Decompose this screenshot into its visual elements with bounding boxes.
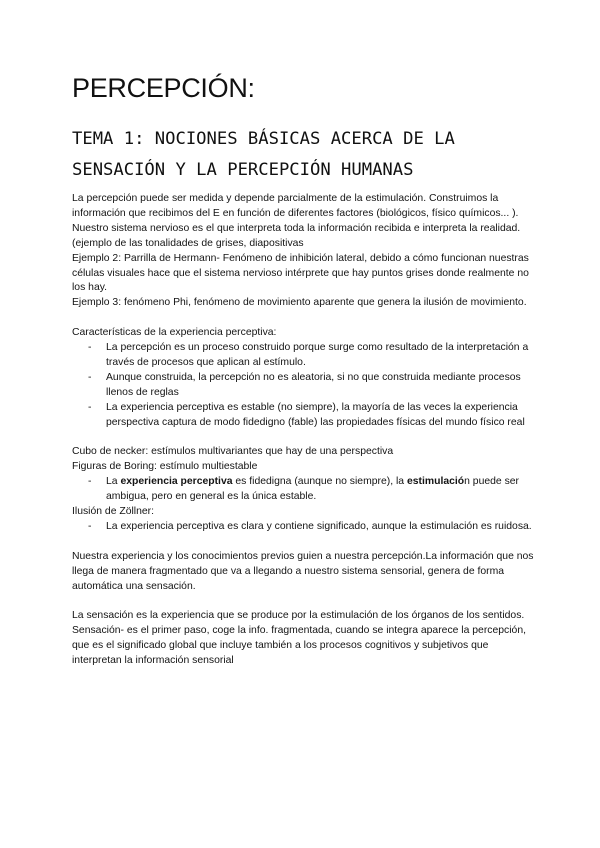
- bold-term-estimulacion: estimulació: [406, 476, 465, 488]
- list-item: [72, 371, 534, 401]
- bullet-dash: -: [88, 371, 92, 383]
- list-item-text: La experiencia perceptiva es clara y contiene significado, aunque la estimulación es ruidosa.: [106, 520, 532, 532]
- page-title: PERCEPCIÓN:: [72, 73, 255, 103]
- list-item: [72, 341, 534, 371]
- example-2-paragraph: Ejemplo 2: Parrilla de Hermann- Fenómeno de inhibición lateral, debido a cómo funcionan nuestras células visuales hace que el sistema nervioso intérprete que hay puntos grises donde realmente no los hay.: [72, 252, 529, 294]
- list-item-text: La percepción es un proceso construido porque surge como resultado de la interpretación a través de procesos que aplican al estímulo.: [106, 342, 529, 368]
- bullet-dash: -: [88, 401, 92, 413]
- list-item: [72, 475, 534, 505]
- characteristics-list: [72, 341, 534, 430]
- list-item-text: La experiencia perceptiva es estable (no siempre), la mayoría de las veces la experiencia perspectiva captura de modo fidedigno (fable) las propiedades físicas del mundo físico real: [106, 401, 525, 428]
- boring-text-post: n puede ser ambigua, pero en general es la única estable.: [106, 476, 520, 503]
- zollner-list: [72, 520, 534, 535]
- characteristics-heading: Características de la experiencia perceptiva:: [72, 327, 277, 339]
- sensation-process-paragraph: Sensación- es el primer paso, coge la info. fragmentada, cuando se integra aparece la percepción, que es el significado global que incluye también a los procesos cognitivos y subjetivos que interpretan la información sensorial: [72, 625, 526, 667]
- bullet-dash: -: [88, 476, 92, 488]
- bullet-dash: -: [88, 342, 92, 354]
- intro-paragraph: La percepción puede ser medida y depende parcialmente de la estimulación. Construimos la información que recibimos del E en función de diferentes factores (biológicos, físico químicos... ). Nuestro sistema nervioso es el que interpreta toda la información recibida e interpreta la realidad. (ejemplo de las tonalidades de grises, diapositivas: [72, 193, 521, 249]
- boring-heading: Figuras de Boring: estímulo multiestable: [72, 461, 258, 473]
- experience-paragraph: Nuestra experiencia y los conocimientos previos guien a nuestra percepción.La información que nos llega de manera fragmentado que va a llegando a nuestro sistema sensorial, genera de forma automática una sensación.: [72, 550, 534, 592]
- document-body: [72, 192, 534, 669]
- bold-term-experiencia: experiencia perceptiva: [120, 476, 233, 488]
- zollner-heading: Ilusión de Zöllner:: [72, 506, 155, 517]
- section-heading: TEMA 1: NOCIONES BÁSICAS ACERCA DE LA SENSACIÓN Y LA PERCEPCIÓN HUMANAS: [72, 129, 455, 180]
- boring-text-mid: es fidedigna (aunque no siempre), la: [232, 476, 407, 488]
- list-item: [72, 520, 534, 535]
- necker-paragraph: Cubo de necker: estímulos multivariantes que hay de una perspectiva: [72, 446, 394, 458]
- list-item-text: Aunque construida, la percepción no es aleatoria, si no que construida mediante procesos llenos de reglas: [106, 371, 521, 398]
- boring-text-pre: La: [106, 476, 121, 488]
- sensation-definition-paragraph: La sensación es la experiencia que se produce por la estimulación de los órganos de los sentidos.: [72, 610, 525, 622]
- boring-list: [72, 475, 534, 505]
- list-item: [72, 401, 534, 431]
- bullet-dash: -: [88, 520, 92, 532]
- example-3-paragraph: Ejemplo 3: fenómeno Phi, fenómeno de movimiento aparente que genera la ilusión de movimiento.: [72, 297, 527, 309]
